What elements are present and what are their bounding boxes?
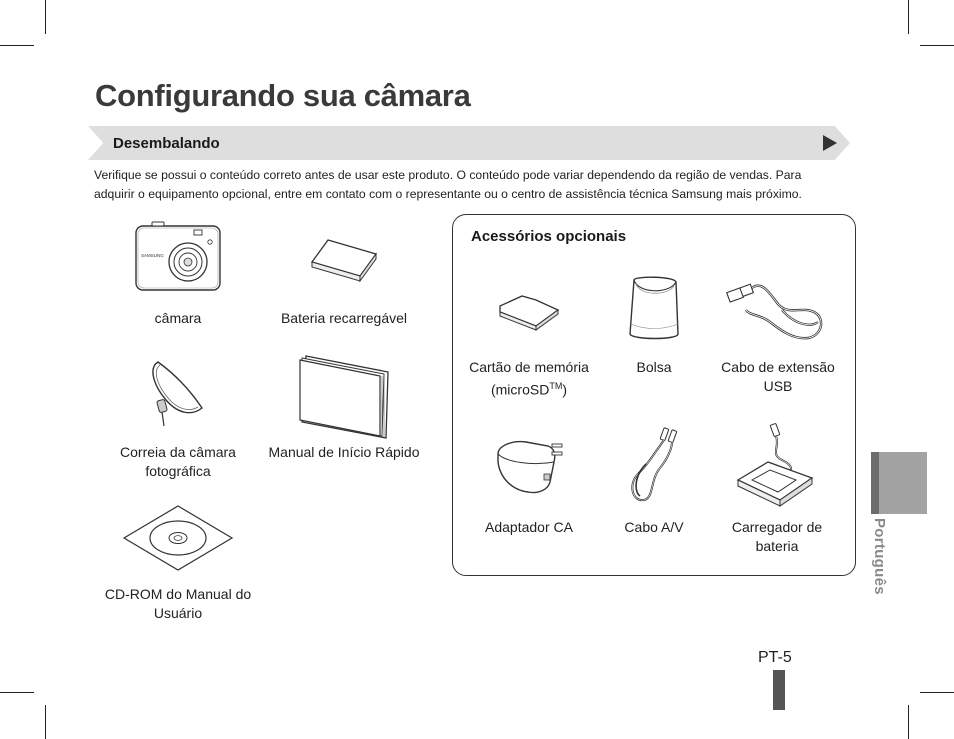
- manual-icon: [298, 354, 392, 440]
- case-icon: [624, 274, 684, 344]
- strap-icon: [144, 356, 210, 430]
- intro-line: Verifique se possui o conteúdo correto antes de usar este produto. O conteúdo pode variar dependendo da região de vendas. Para: [94, 168, 802, 182]
- item-label-memory-card: [458, 358, 600, 400]
- item-label-cdrom: [96, 585, 260, 623]
- item-label-battery: Bateria recarregável: [280, 310, 408, 326]
- camera-icon: [132, 220, 224, 296]
- page-marker-bar: [773, 670, 785, 710]
- language-label: Português: [871, 518, 888, 595]
- crop-mark: [920, 692, 954, 693]
- label-line: [458, 377, 600, 400]
- crop-mark: [45, 705, 46, 739]
- label-line: fotográfica: [145, 463, 211, 479]
- section-title: Desembalando: [113, 135, 220, 152]
- play-arrow-icon: [823, 135, 837, 151]
- label-line: Cabo de extensão: [721, 359, 835, 375]
- crop-mark: [0, 45, 34, 46]
- ac-adapter-icon: [492, 432, 566, 496]
- label-text: (microSD: [490, 381, 550, 398]
- cd-icon: [122, 504, 234, 572]
- memory-card-icon: [496, 292, 562, 332]
- item-label-av-cable: Cabo A/V: [624, 519, 684, 535]
- item-label-camera: câmara: [154, 310, 202, 326]
- label-line: USB: [763, 378, 793, 394]
- av-cable-icon: [624, 424, 686, 506]
- label-line: Usuário: [153, 605, 203, 621]
- item-label-usb-cable: [708, 358, 848, 396]
- item-label-charger: [716, 518, 838, 556]
- crop-mark: [908, 0, 909, 34]
- label-text: ): [562, 381, 567, 398]
- intro-text: [94, 166, 854, 204]
- brand-logo: SAMSUNG: [141, 253, 164, 258]
- crop-mark: [45, 0, 46, 34]
- label-line: Carregador de: [731, 519, 823, 535]
- label-line: Cartão de memória: [469, 359, 589, 375]
- intro-line: adquirir o equipamento opcional, entre em contato com o representante ou o centro de assistência técnica Samsung mais próximo.: [94, 187, 802, 201]
- page-number: PT-5: [758, 649, 792, 666]
- label-line: CD-ROM do Manual do: [104, 586, 252, 602]
- language-tab: [871, 452, 927, 514]
- item-label-strap: [104, 443, 252, 481]
- item-label-manual: Manual de Início Rápido: [268, 444, 420, 460]
- label-line: bateria: [755, 538, 799, 554]
- crop-mark: [908, 705, 909, 739]
- item-label-ac-adapter: Adaptador CA: [485, 519, 573, 535]
- usb-cable-icon: [722, 276, 830, 344]
- battery-icon: [308, 236, 380, 286]
- crop-mark: [920, 45, 954, 46]
- item-label-case: Bolsa: [636, 359, 672, 375]
- optional-accessories-title: Acessórios opcionais: [471, 228, 627, 245]
- page-title: Configurando sua câmara: [95, 78, 471, 113]
- label-line: Correia da câmara: [120, 444, 236, 460]
- battery-charger-icon: [730, 420, 824, 508]
- crop-mark: [0, 692, 34, 693]
- trademark: TM: [549, 381, 563, 391]
